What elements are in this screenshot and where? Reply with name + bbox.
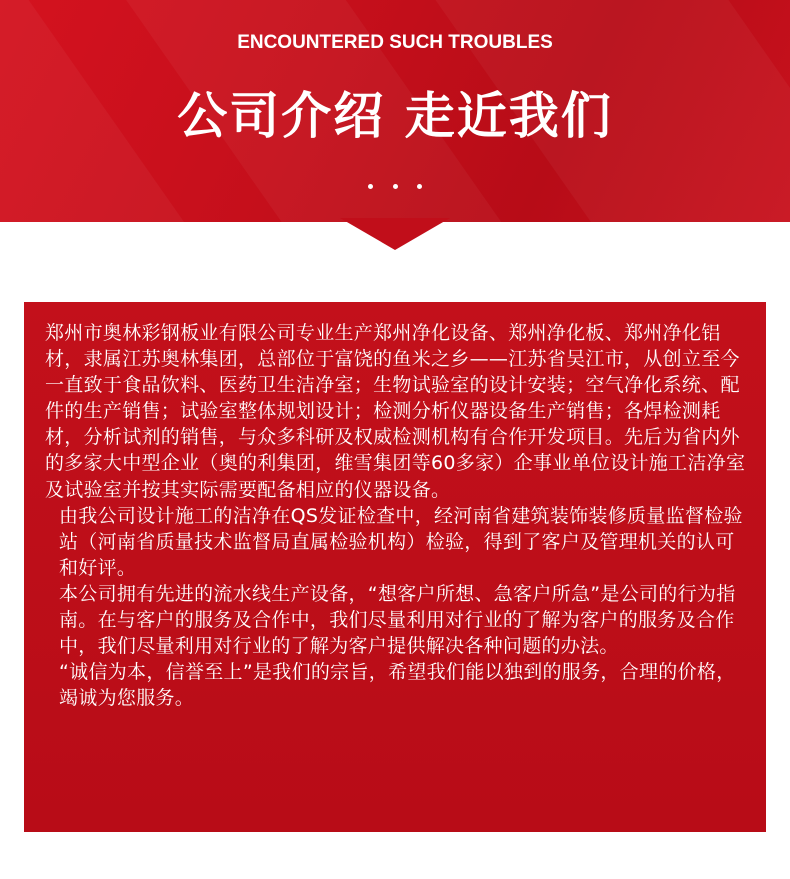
banner-pointer-arrow	[340, 218, 450, 250]
header-banner	[0, 0, 790, 222]
intro-paragraph-3: 本公司拥有先进的流水线生产设备，“想客户所想、急客户所急”是公司的行为指南。在与客户的服务及合作中，我们尽量利用对行业的了解为客户的服务及合作中，我们尽量利用对行业的了解为客户提供解决各种问题的办法。	[59, 582, 736, 658]
intro-paragraph-4: “诚信为本，信誉至上”是我们的宗旨，希望我们能以独到的服务，合理的价格，竭诚为您服务。	[59, 661, 736, 710]
company-intro-text	[45, 320, 748, 711]
dot-icon	[393, 184, 398, 189]
intro-paragraph-2: 由我公司设计施工的洁净在QS发证检查中，经河南省建筑装饰装修质量监督检验站（河南省质量技术监督局直属检验机构）检验，得到了客户及管理机关的认可和好评。	[59, 504, 743, 579]
intro-paragraph-1: 郑州市奥林彩钢板业有限公司专业生产郑州净化设备、郑州净化板、郑州净化铝材，隶属江苏奥林集团，总部位于富饶的鱼米之乡——江苏省吴江市，从创立至今一直致于食品饮料、医药卫生洁净室；生物试验室的设计安装；空气净化系统、配件的生产销售；试验室整体规划设计；检测分析仪器设备生产销售；各焊检测耗材，分析试剂的销售，与众多科研及权威检测机构有合作开发项目。先后为省内外的多家大中型企业（奥的利集团，维雪集团等60多家）企事业单位设计施工洁净室及试验室并按其实际需要配备相应的仪器设备。	[45, 322, 746, 501]
company-intro-box	[24, 302, 766, 832]
dot-icon	[417, 184, 422, 189]
page-title: 公司介绍 走近我们	[177, 87, 613, 145]
dot-icon	[368, 184, 373, 189]
banner-subtitle: ENCOUNTERED SUCH TROUBLES	[237, 32, 553, 53]
decorative-dots	[368, 181, 422, 191]
